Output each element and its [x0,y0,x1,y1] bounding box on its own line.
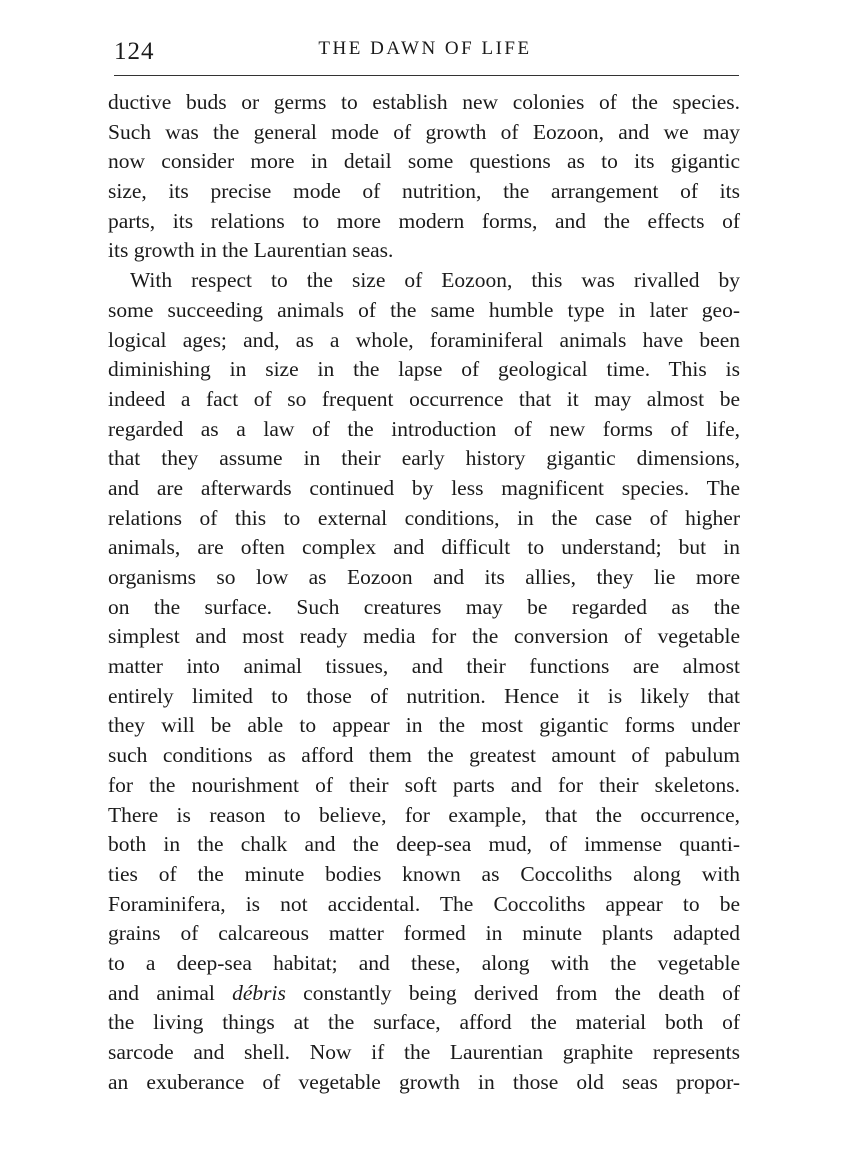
text-line: Such was the general mode of growth of Eozoon, and we may [108,119,740,144]
text-line: ties of the minute bodies known as Coccoliths along with [108,861,740,886]
text-line: and are afterwards continued by less magnificent species. The [108,475,740,500]
text-line: diminishing in size in the lapse of geological time. This is [108,357,740,382]
text-line: both in the chalk and the deep-sea mud, of immense quanti- [108,832,740,857]
text-line: an exuberance of vegetable growth in those old seas propor- [108,1069,740,1094]
text-line: that they assume in their early history gigantic dimensions, [108,446,740,471]
text-line: the living things at the surface, afford the material both of [108,1010,740,1035]
text-line: grains of calcareous matter formed in minute plants adapted [108,921,740,946]
text-line: animals, are often complex and difficult to understand; but in [108,535,740,560]
text-line: regarded as a law of the introduction of new forms of life, [108,416,740,441]
text-line: now consider more in detail some questions as to its gigantic [108,149,740,174]
text-line: entirely limited to those of nutrition. Hence it is likely that [108,683,740,708]
text-fragment: and animal [108,980,233,1005]
text-line: There is reason to believe, for example, that the occurrence, [108,802,740,827]
text-line: such conditions as afford them the greatest amount of pabulum [108,743,740,768]
text-line [108,979,740,1009]
text-line: simplest and most ready media for the conversion of vegetable [108,624,740,649]
text-line: Foraminifera, is not accidental. The Coccoliths appear to be [108,891,740,916]
text-line: its growth in the Laurentian seas. [108,238,394,263]
text-line: sarcode and shell. Now if the Laurentian graphite represents [108,1040,740,1064]
text-line: for the nourishment of their soft parts and for their skeletons. [108,772,740,797]
text-line: With respect to the size of Eozoon, this was rivalled by [130,268,740,293]
page-number: 124 [114,38,155,65]
body-text [108,88,740,1097]
text-line: organisms so low as Eozoon and its allies, they lie more [108,565,740,589]
text-fragment: constantly being derived from the death of [285,980,740,1005]
text-line: some succeeding animals of the same humble type in later geo- [108,297,740,322]
text-line: relations of this to external conditions, in the case of higher [108,505,740,530]
text-line: parts, its relations to more modern forms, and the effects of [108,208,740,233]
text-line: to a deep-sea habitat; and these, along with the vegetable [108,950,740,975]
text-line: size, its precise mode of nutrition, the arrangement of its [108,179,740,204]
text-line: on the surface. Such creatures may be regarded as the [108,594,740,619]
text-line: logical ages; and, as a whole, foraminiferal animals have been [108,327,740,352]
text-line: ductive buds or germs to establish new colonies of the species. [108,90,740,114]
italic-word: débris [232,980,286,1005]
text-line: indeed a fact of so frequent occurrence that it may almost be [108,386,740,411]
running-title: THE DAWN OF LIFE [318,38,532,59]
header-rule [114,75,739,76]
text-line: matter into animal tissues, and their functions are almost [108,654,740,679]
text-line: they will be able to appear in the most gigantic forms under [108,713,740,738]
